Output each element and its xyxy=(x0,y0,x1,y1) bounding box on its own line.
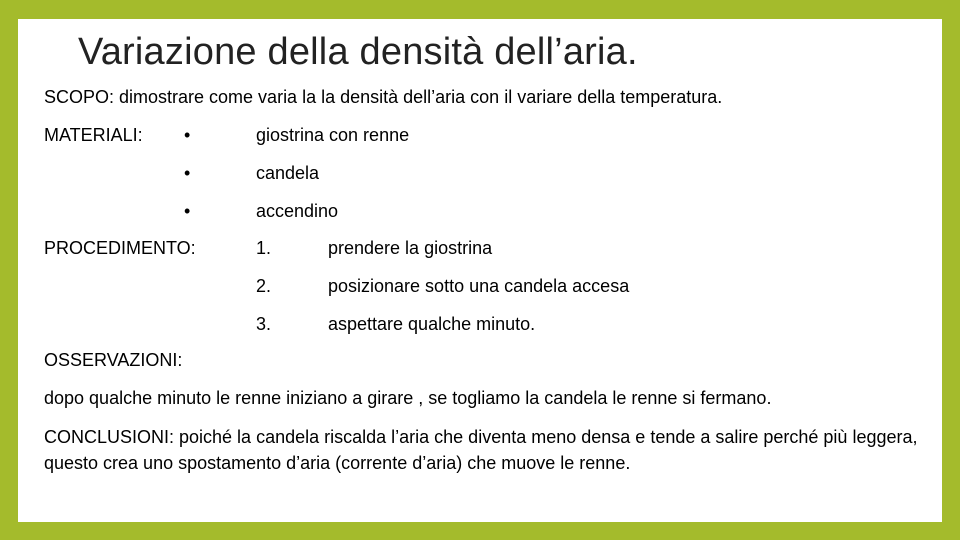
step-number-2: 2. xyxy=(256,276,272,296)
scopo-text: SCOPO: dimostrare come varia la la densità dell’aria con il variare della temperatura. xyxy=(44,87,723,107)
osservazioni-text: dopo qualche minuto le renne iniziano a girare , se togliamo la candela le renne si fermano. xyxy=(44,388,772,408)
osservazioni-label: OSSERVAZIONI: xyxy=(44,350,183,370)
step-number-3: 3. xyxy=(256,314,272,334)
materiale-item-3: accendino xyxy=(256,201,339,221)
step-text-1: prendere la giostrina xyxy=(328,238,493,258)
slide xyxy=(18,19,942,522)
conclusioni-text: CONCLUSIONI: poiché la candela riscalda l’aria che diventa meno densa e tende a salire perché più leggera, questo crea uno spostamento d’aria (corrente d’aria) che muove le renne. xyxy=(44,427,918,473)
bullet-3: • xyxy=(184,201,191,221)
step-number-1: 1. xyxy=(256,238,272,258)
materiale-item-1: giostrina con renne xyxy=(256,125,410,145)
materiale-item-2: candela xyxy=(256,163,320,183)
step-text-2: posizionare sotto una candela accesa xyxy=(328,276,630,296)
materiali-label: MATERIALI: xyxy=(44,125,143,145)
slide-title: Variazione della densità dell’aria. xyxy=(78,31,638,73)
step-text-3: aspettare qualche minuto. xyxy=(328,314,536,334)
bullet-1: • xyxy=(184,125,191,145)
bullet-2: • xyxy=(184,163,191,183)
procedimento-label: PROCEDIMENTO: xyxy=(44,238,196,258)
